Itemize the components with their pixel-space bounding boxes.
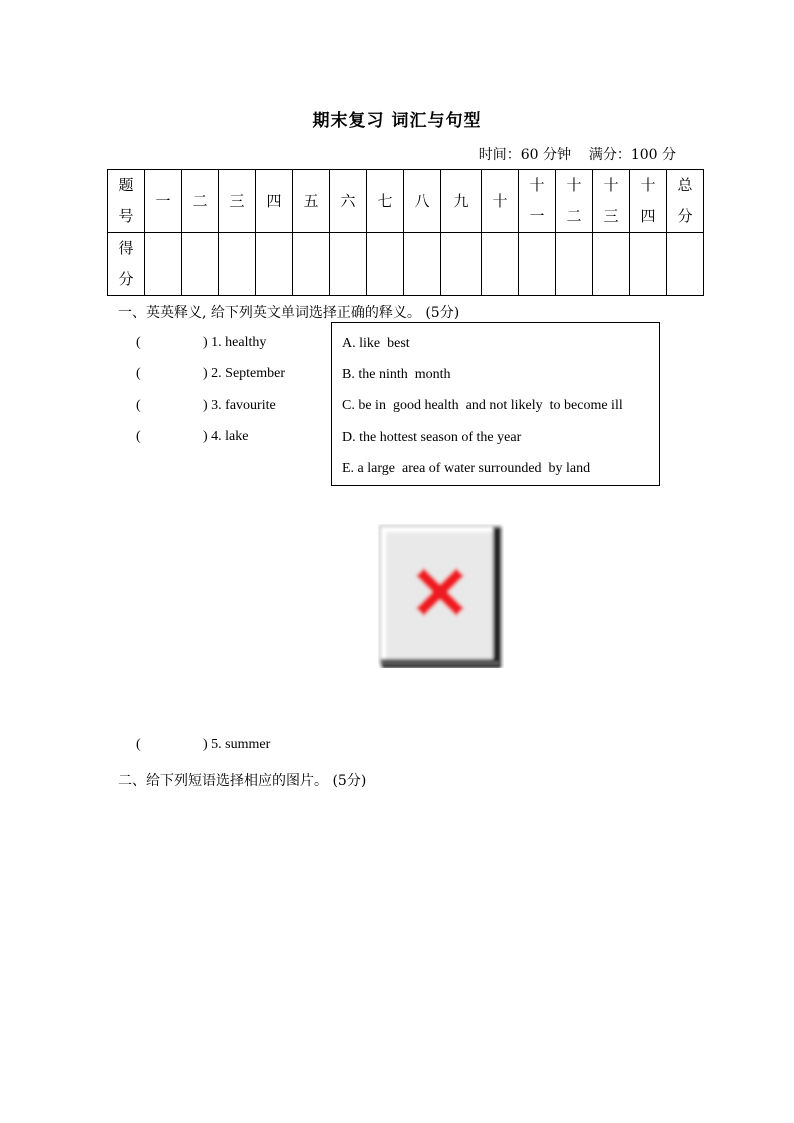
header-cell-text: 十 [640, 176, 656, 194]
header-cell-text: 号 [118, 207, 134, 225]
score-row-label [108, 233, 145, 296]
score-input-cell[interactable] [593, 233, 630, 296]
header-cell-text: 三 [603, 207, 619, 225]
score-input-cell[interactable] [256, 233, 293, 296]
score-label-text: 分 [118, 270, 134, 288]
definition-b: B. the ninth month [342, 367, 451, 382]
score-input-cell[interactable] [219, 233, 256, 296]
header-cell-text: 总 [677, 176, 693, 194]
header-cell-text: 七 [377, 191, 393, 210]
question-5-text: ) 5. summer [203, 737, 271, 752]
question-4-text: ) 4. lake [203, 429, 249, 444]
score-table-header-cell [441, 170, 482, 233]
header-cell-text: 八 [414, 191, 430, 210]
definitions-box [331, 322, 660, 486]
score-input-cell[interactable] [630, 233, 667, 296]
score-table-header-cell [182, 170, 219, 233]
header-cell-text: 六 [340, 191, 356, 210]
score-table-header-cell [630, 170, 667, 233]
answer-paren-3[interactable]: ( [136, 398, 141, 413]
definition-a: A. like best [342, 336, 410, 351]
page-title: 期末复习 词汇与句型 [312, 111, 482, 131]
definition-e: E. a large area of water surrounded by land [342, 461, 591, 476]
score-table-header-cell [404, 170, 441, 233]
header-cell-text: 十 [492, 191, 508, 210]
broken-image-icon [378, 524, 504, 668]
score-table-header-cell [293, 170, 330, 233]
question-1-text: ) 1. healthy [203, 335, 267, 350]
answer-paren-4[interactable]: ( [136, 429, 141, 444]
header-cell-text: 一 [529, 207, 545, 225]
score-input-cell[interactable] [556, 233, 593, 296]
score-table-header-cell [667, 170, 704, 233]
section-2-heading: 二、给下列短语选择相应的图片。 (5分) [118, 773, 367, 789]
score-table-header-cell [593, 170, 630, 233]
header-cell-text: 三 [229, 191, 245, 210]
score-input-cell[interactable] [667, 233, 704, 296]
answer-paren-1[interactable]: ( [136, 335, 141, 350]
score-table-header-cell [519, 170, 556, 233]
answer-paren-5[interactable]: ( [136, 737, 141, 752]
header-cell-text: 五 [303, 191, 319, 210]
answer-paren-2[interactable]: ( [136, 366, 141, 381]
header-cell-text: 十 [529, 176, 545, 194]
score-table [107, 169, 704, 296]
score-table-header-cell [256, 170, 293, 233]
definition-d: D. the hottest season of the year [342, 430, 522, 445]
time-score-info: 时间：60 分钟 满分：100 分 [478, 147, 676, 163]
header-cell-text: 四 [266, 191, 282, 210]
header-cell-text: 二 [192, 191, 208, 210]
section-1-heading: 一、英英释义, 给下列英文单词选择正确的释义。 (5分) [118, 305, 460, 321]
header-cell-text: 九 [453, 191, 469, 210]
score-input-cell[interactable] [441, 233, 482, 296]
question-2-text: ) 2. September [203, 366, 286, 381]
score-table-header-cell [330, 170, 367, 233]
header-cell-text: 四 [640, 207, 656, 225]
score-table-header-cell [367, 170, 404, 233]
score-input-cell[interactable] [519, 233, 556, 296]
score-table-header-cell [219, 170, 256, 233]
score-input-cell[interactable] [482, 233, 519, 296]
score-input-cell[interactable] [404, 233, 441, 296]
score-table-header-cell [482, 170, 519, 233]
header-cell-text: 题 [118, 176, 134, 194]
header-cell-text: 一 [155, 191, 171, 210]
header-cell-text: 二 [566, 207, 582, 225]
score-table-header-cell [556, 170, 593, 233]
score-input-cell[interactable] [293, 233, 330, 296]
score-input-cell[interactable] [182, 233, 219, 296]
score-label-text: 得 [118, 239, 134, 257]
score-input-cell[interactable] [330, 233, 367, 296]
header-cell-text: 十 [566, 176, 582, 194]
header-cell-text: 分 [677, 207, 693, 225]
score-input-cell[interactable] [367, 233, 404, 296]
score-input-cell[interactable] [145, 233, 182, 296]
definition-c: C. be in good health and not likely to become ill [342, 398, 623, 413]
question-3-text: ) 3. favourite [203, 398, 276, 413]
score-table-header-cell [145, 170, 182, 233]
score-table-header-row [108, 170, 704, 233]
header-cell-text: 十 [603, 176, 619, 194]
score-table-header-cell [108, 170, 145, 233]
score-table-score-row [108, 233, 704, 296]
